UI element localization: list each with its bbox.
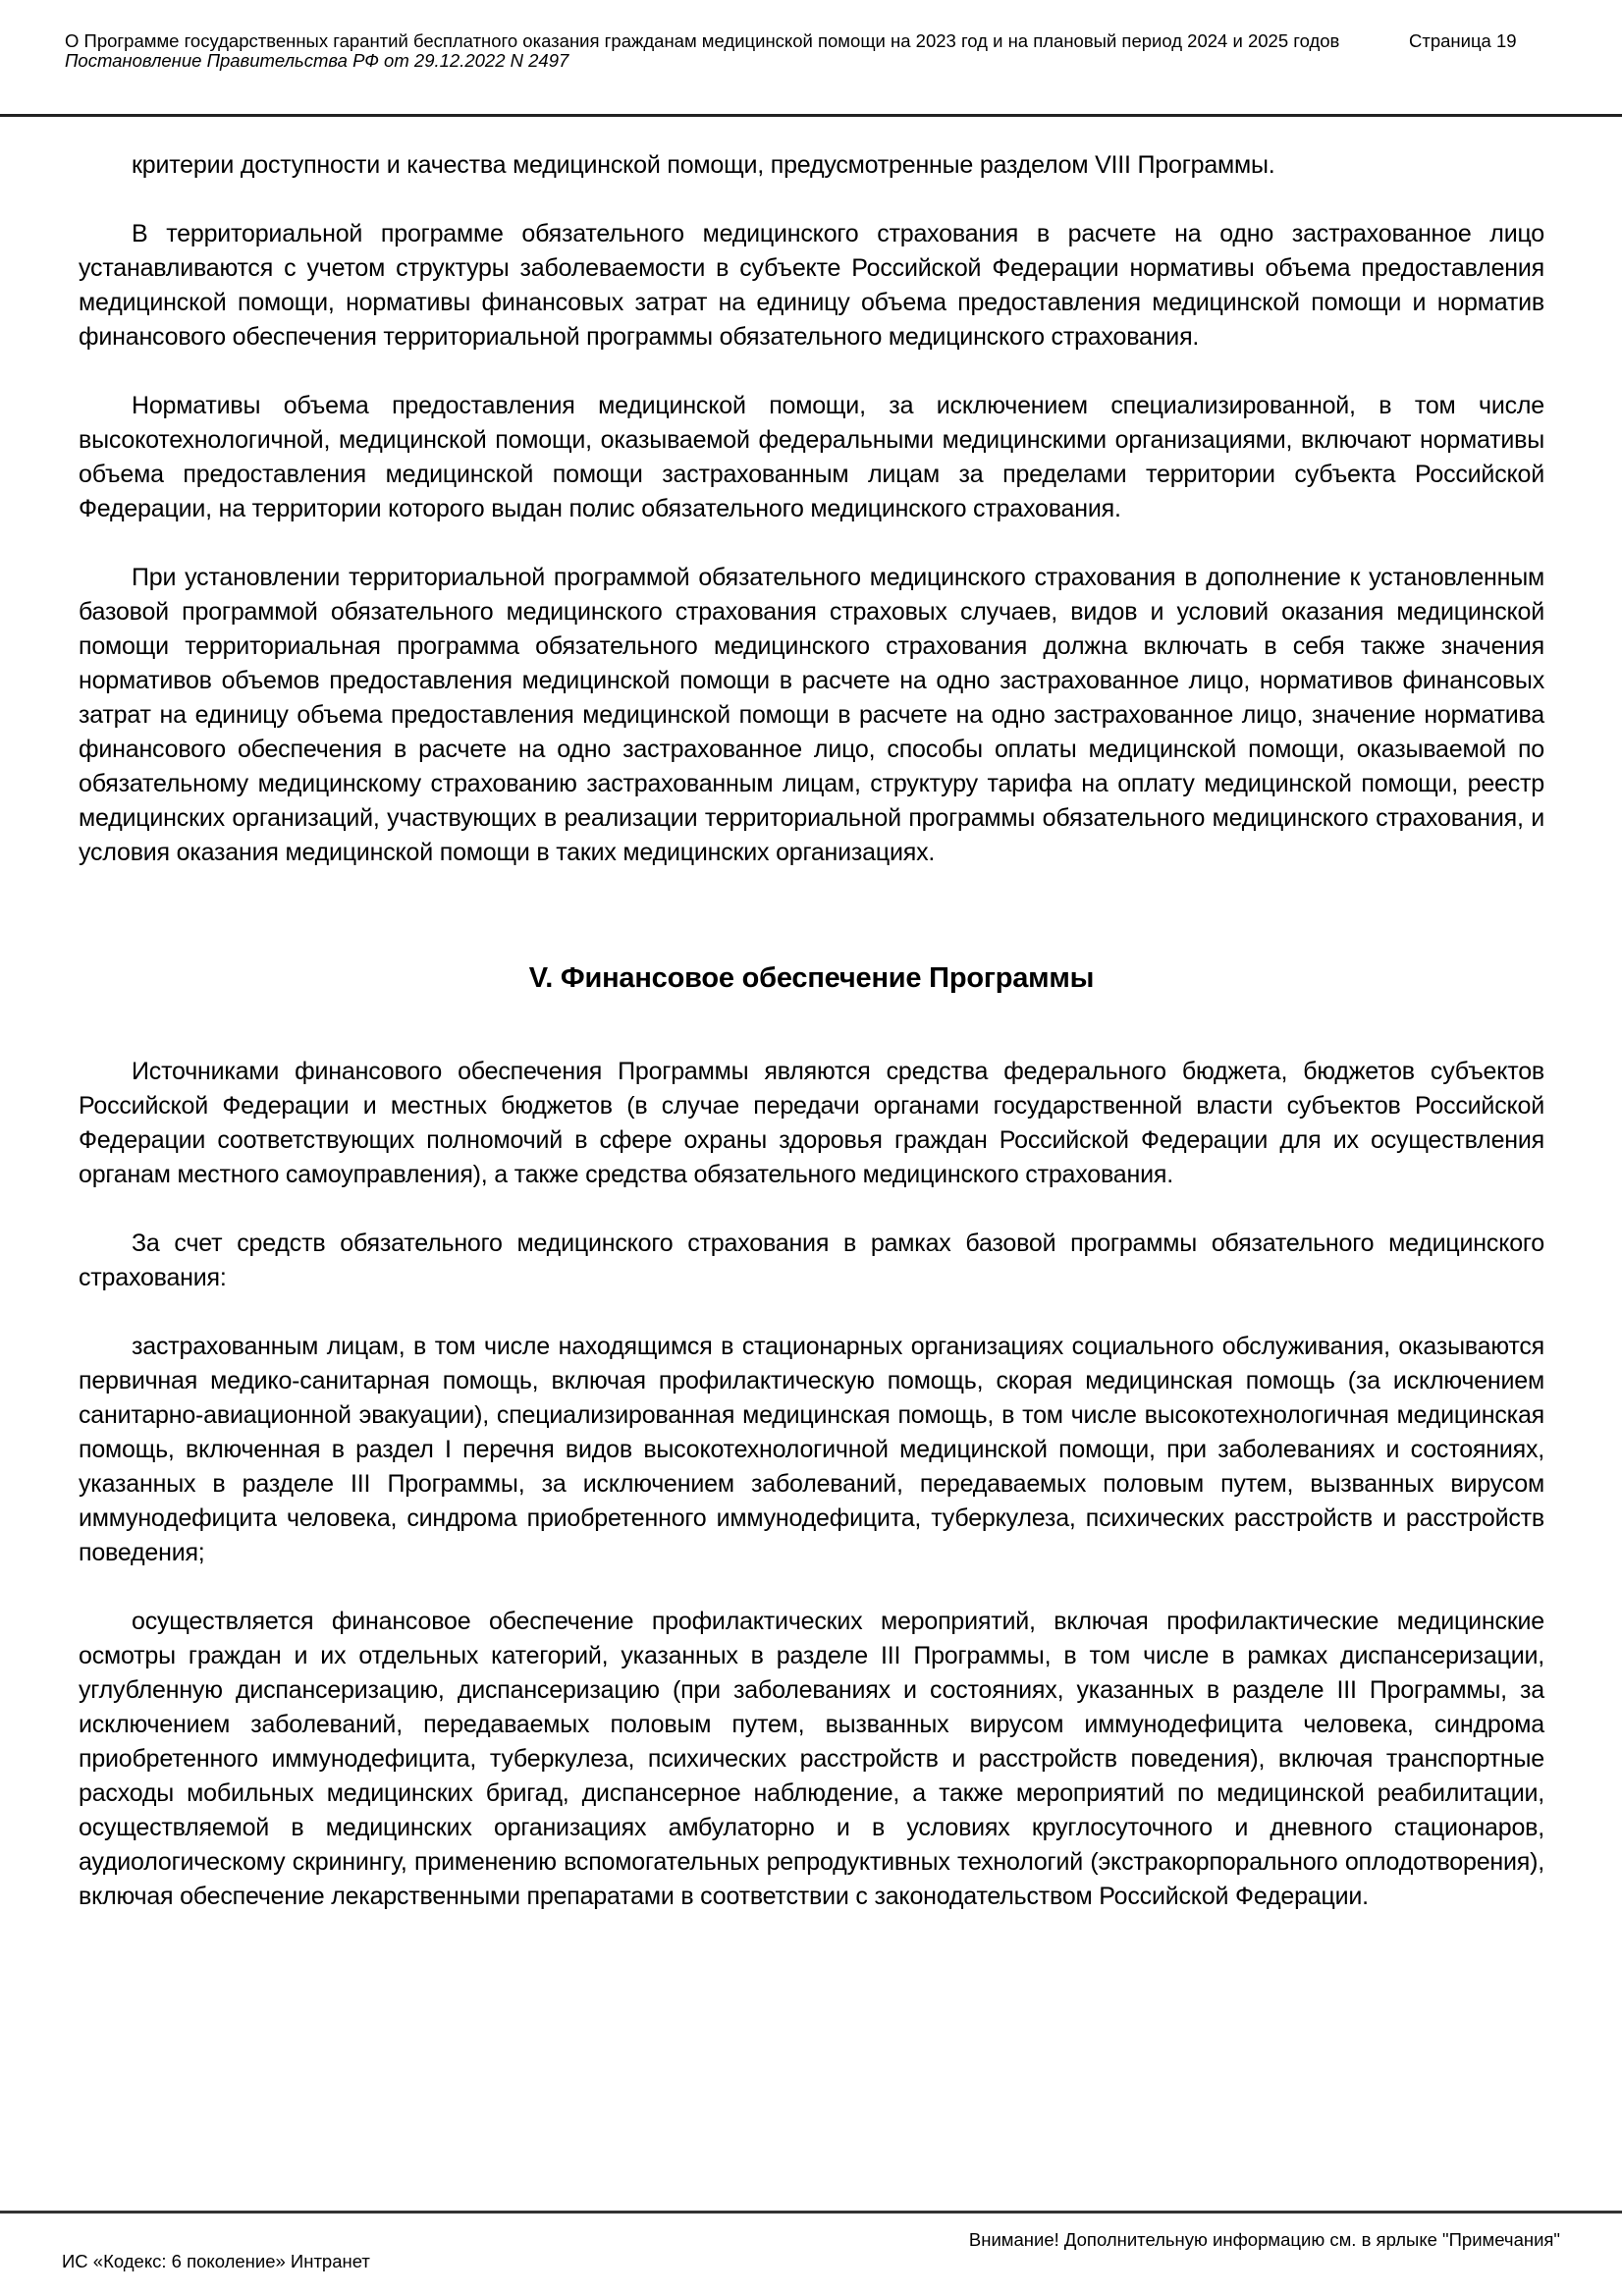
document-subtitle: Постановление Правительства РФ от 29.12.2022 N 2497 [65, 50, 569, 71]
section-heading: V. Финансовое обеспечение Программы [528, 962, 1095, 994]
header-divider [0, 114, 1622, 117]
document-title: О Программе государственных гарантий бесплатного оказания гражданам медицинской помощи на 2023 год и на плановый период 2024 и 2025 годов [65, 30, 1340, 51]
paragraph: Нормативы объема предоставления медицинской помощи, за исключением специализированной, в том числе высокотехнологичной, медицинской помощи, оказываемой федеральными медицинскими организациями, включают нормативы объема предоставления медицинской помощи застрахованным лицам за пределами территории субъекта Российской Федерации, на территории которого выдан полис обязательного медицинского страхования. [79, 392, 1544, 522]
footer-note: Внимание! Дополнительную информацию см. в ярлыке "Примечания" [968, 2229, 1560, 2250]
paragraph: В территориальной программе обязательного медицинского страхования в расчете на одно застрахованное лицо устанавливаются с учетом структуры заболеваемости в субъекте Российской Федерации нормативы объема предоставления медицинской помощи, нормативы финансовых затрат на единицу объема предоставления медицинской помощи и норматив финансового обеспечения территориальной программы обязательного медицинского страхования. [79, 220, 1544, 351]
page-number: Страница 19 [1409, 30, 1517, 51]
paragraph: осуществляется финансовое обеспечение профилактических мероприятий, включая профилактические медицинские осмотры граждан и их отдельных категорий, указанных в разделе III Программы, в том числе в рамках диспансеризации, углубленную диспансеризацию, диспансеризацию (при заболеваниях и состояниях, указанных в разделе III Программы, за исключением заболеваний, передаваемых половым путем, вызванных вирусом иммунодефицита человека, синдрома приобретенного иммунодефицита, туберкулеза, психических расстройств и расстройств поведения), включая транспортные расходы мобильных медицинских бригад, диспансерное наблюдение, а также мероприятий по медицинской реабилитации, осуществляемой в медицинских организациях амбулаторно и в условиях круглосуточного и дневного стационаров, аудиологическому скринингу, применению вспомогательных репродуктивных технологий (экстракорпорального оплодотворения), включая обеспечение лекарственными препаратами в соответствии с законодательством Российской Федерации. [79, 1608, 1544, 1910]
paragraph: При установлении территориальной программой обязательного медицинского страхования в дополнение к установленным базовой программой обязательного медицинского страхования страховых случаев, видов и условий оказания медицинской помощи территориальная программа обязательного медицинского страхования должна включать в себя также значения нормативов объемов предоставления медицинской помощи в расчете на одно застрахованное лицо, нормативов финансовых затрат на единицу объема предоставления медицинской помощи в расчете на одно застрахованное лицо, значение норматива финансового обеспечения в расчете на одно застрахованное лицо, способы оплаты медицинской помощи, оказываемой по обязательному медицинскому страхованию застрахованным лицам, структуру тарифа на оплату медицинской помощи, реестр медицинских организаций, участвующих в реализации территориальной программы обязательного медицинского страхования, и условия оказания медицинской помощи в таких медицинских организациях. [79, 564, 1544, 866]
document-body [79, 148, 1544, 1948]
paragraph: Источниками финансового обеспечения Программы являются средства федерального бюджета, бюджетов субъектов Российской Федерации и местных бюджетов (в случае передачи органами государственной власти субъектов Российской Федерации соответствующих полномочий в сфере охраны здоровья граждан Российской Федерации для их осуществления органам местного самоуправления), а также средства обязательного медицинского страхования. [79, 1058, 1544, 1188]
footer-system-label: ИС «Кодекс: 6 поколение» Интранет [62, 2251, 370, 2271]
paragraph: застрахованным лицам, в том числе находящимся в стационарных организациях социального обслуживания, оказываются первичная медико-санитарная помощь, включая профилактическую помощь, скорая медицинская помощь (за исключением санитарно-авиационной эвакуации), специализированная медицинская помощь, в том числе высокотехнологичная медицинская помощь, включенная в раздел I перечня видов высокотехнологичной медицинской помощи, при заболеваниях и состояниях, указанных в разделе III Программы, за исключением заболеваний, передаваемых половым путем, вызванных вирусом иммунодефицита человека, синдрома приобретенного иммунодефицита, туберкулеза, психических расстройств и расстройств поведения; [79, 1333, 1544, 1566]
paragraph: критерии доступности и качества медицинской помощи, предусмотренные разделом VIII Программы. [132, 151, 1275, 179]
footer-divider [0, 2211, 1622, 2214]
paragraph: За счет средств обязательного медицинского страхования в рамках базовой программы обязательного медицинского страхования: [79, 1230, 1544, 1291]
document-header [65, 31, 1371, 71]
